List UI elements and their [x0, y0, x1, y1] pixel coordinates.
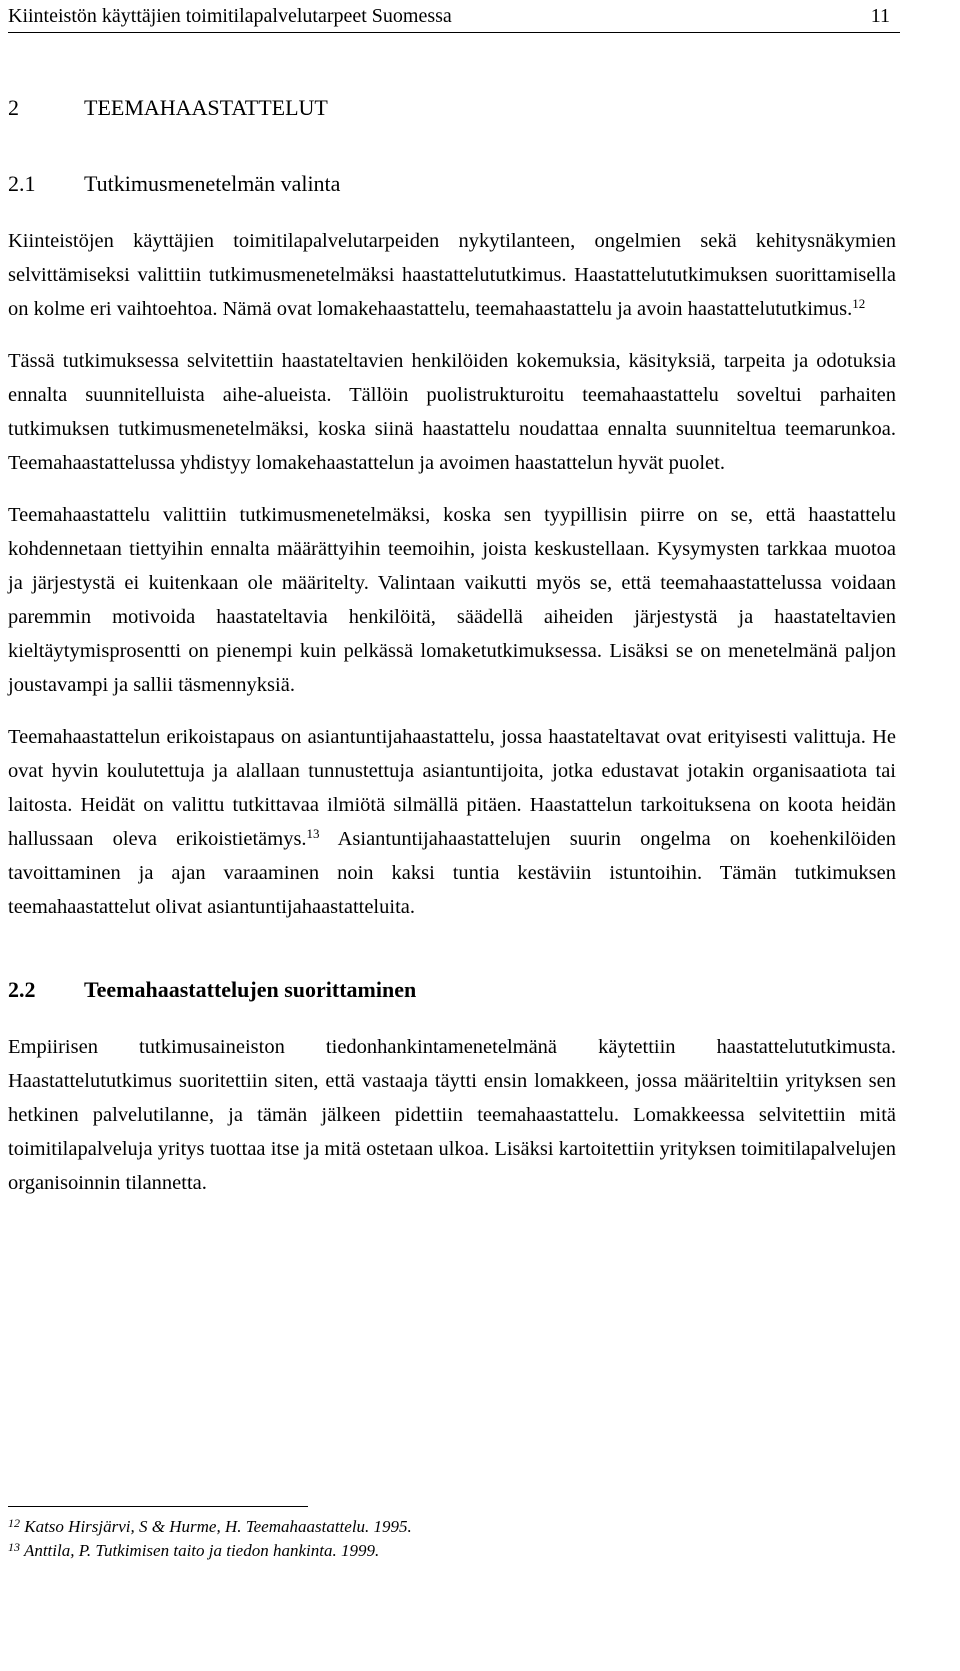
running-header-title: Kiinteistön käyttäjien toimitilapalvelutarpeet Suomessa: [8, 4, 452, 27]
paragraph-expert-interview: [8, 720, 896, 924]
paragraph-text: Teemahaastattelun erikoistapaus on asiantuntijahaastattelu, jossa haastateltavat ovat erityisesti valittuja. He ovat hyvin koulutettuja ja alallaan tunnustettuja asiantuntijoita, jotka edustavat jotakin organisaatiota tai laitosta. Heidät on valittu tutkittavaa ilmiötä silmällä pitäen. Haastattelun tarkoituksena on koota heidän hallussaan oleva erikoistietämys.: [8, 726, 896, 850]
page-content: [8, 86, 896, 1200]
page-number: 11: [870, 4, 890, 27]
footnote-text: Katso Hirsjärvi, S & Hurme, H. Teemahaastattelu. 1995.: [24, 1517, 412, 1536]
section-title: Teemahaastattelujen suorittaminen: [84, 977, 417, 1002]
paragraph-method-choice: [8, 224, 896, 326]
footnote-12: [8, 1515, 412, 1539]
section-heading-2-1: [8, 162, 896, 206]
chapter-heading: [8, 86, 896, 130]
section-number: 2.1: [8, 171, 36, 196]
footnote-13: [8, 1539, 412, 1563]
paragraph-interview-execution: Empiirisen tutkimusaineiston tiedonhankintamenetelmänä käytettiin haastattelututkimusta. Haastattelututkimus suoritettiin siten, että vastaaja täytti ensin lomakkeen, jossa määriteltiin yrityksen sen hetkinen palvelutilanne, ja tämän jälkeen pidettiin teemahaastattelu. Lomakkeessa selvitettiin mitä toimitilapalveluja yritys tuottaa itse ja mitä ostetaan ulkoa. Lisäksi kartoitettiin yrityksen toimitilapalvelujen organisoinnin tilannetta.: [8, 1036, 896, 1194]
section-heading-2-2: [8, 968, 896, 1012]
footnotes: [8, 1515, 412, 1563]
footnote-number: 13: [8, 1540, 20, 1554]
paragraph-theme-interview-reasons: Teemahaastattelu valittiin tutkimusmenetelmäksi, koska sen tyypillisin piirre on se, että haastattelu kohdennetaan tiettyihin ennalta määrättyihin teemoihin, joista keskustellaan. Kysymysten tarkkaa muotoa ja järjestystä ei kuitenkaan ole määritelty. Valintaan vaikutti myös se, että teemahaastattelussa voidaan paremmin motivoida haastateltavia henkilöitä, säädellä aiheiden järjestystä ja haastateltavien kieltäytymisprosentti on pienempi kuin pelkässä lomaketutkimuksessa. Lisäksi se on menetelmänä paljon joustavampi ja sallii täsmennyksiä.: [8, 504, 896, 696]
running-header: [8, 0, 900, 33]
paragraph-text-continued: Asiantuntijahaastattelujen suurin ongelma on koehenkilöiden tavoittaminen ja ajan varaaminen noin kaksi tuntia kestäviin istuntoihin. Tämän tutkimuksen teemahaastattelut olivat asiantuntijahaastatteluita.: [8, 828, 896, 918]
chapter-number: 2: [8, 95, 19, 120]
paragraph-text: Kiinteistöjen käyttäjien toimitilapalvelutarpeiden nykytilanteen, ongelmien sekä kehitysnäkymien selvittämiseksi valittiin tutkimusmenetelmäksi haastattelututkimus. Haastattelututkimuksen suorittamisella on kolme eri vaihtoehtoa. Nämä ovat lomakehaastattelu, teemahaastattelu ja avoin haastattelututkimus.: [8, 230, 896, 320]
footnote-ref-12[interactable]: 12: [852, 296, 866, 311]
paragraph-theme-interview: Tässä tutkimuksessa selvitettiin haastateltavien henkilöiden kokemuksia, käsityksiä, tarpeita ja odotuksia ennalta suunnitelluista aihe-alueista. Tällöin puolistrukturoitu teemahaastattelu soveltui parhaiten tutkimuksen tutkimusmenetelmäksi, koska siinä haastattelu noudattaa ennalta suunniteltua teemarunkoa. Teemahaastattelussa yhdistyy lomakehaastattelun ja avoimen haastattelun hyvät puolet.: [8, 350, 896, 474]
section-number: 2.2: [8, 977, 36, 1002]
footnote-ref-13[interactable]: 13: [306, 826, 320, 841]
chapter-title: TEEMAHAASTATTELUT: [84, 95, 328, 120]
footnote-divider: [8, 1506, 308, 1507]
footnote-number: 12: [8, 1516, 20, 1530]
footnote-text: Anttila, P. Tutkimisen taito ja tiedon hankinta. 1999.: [23, 1541, 380, 1560]
section-title: Tutkimusmenetelmän valinta: [84, 171, 341, 196]
